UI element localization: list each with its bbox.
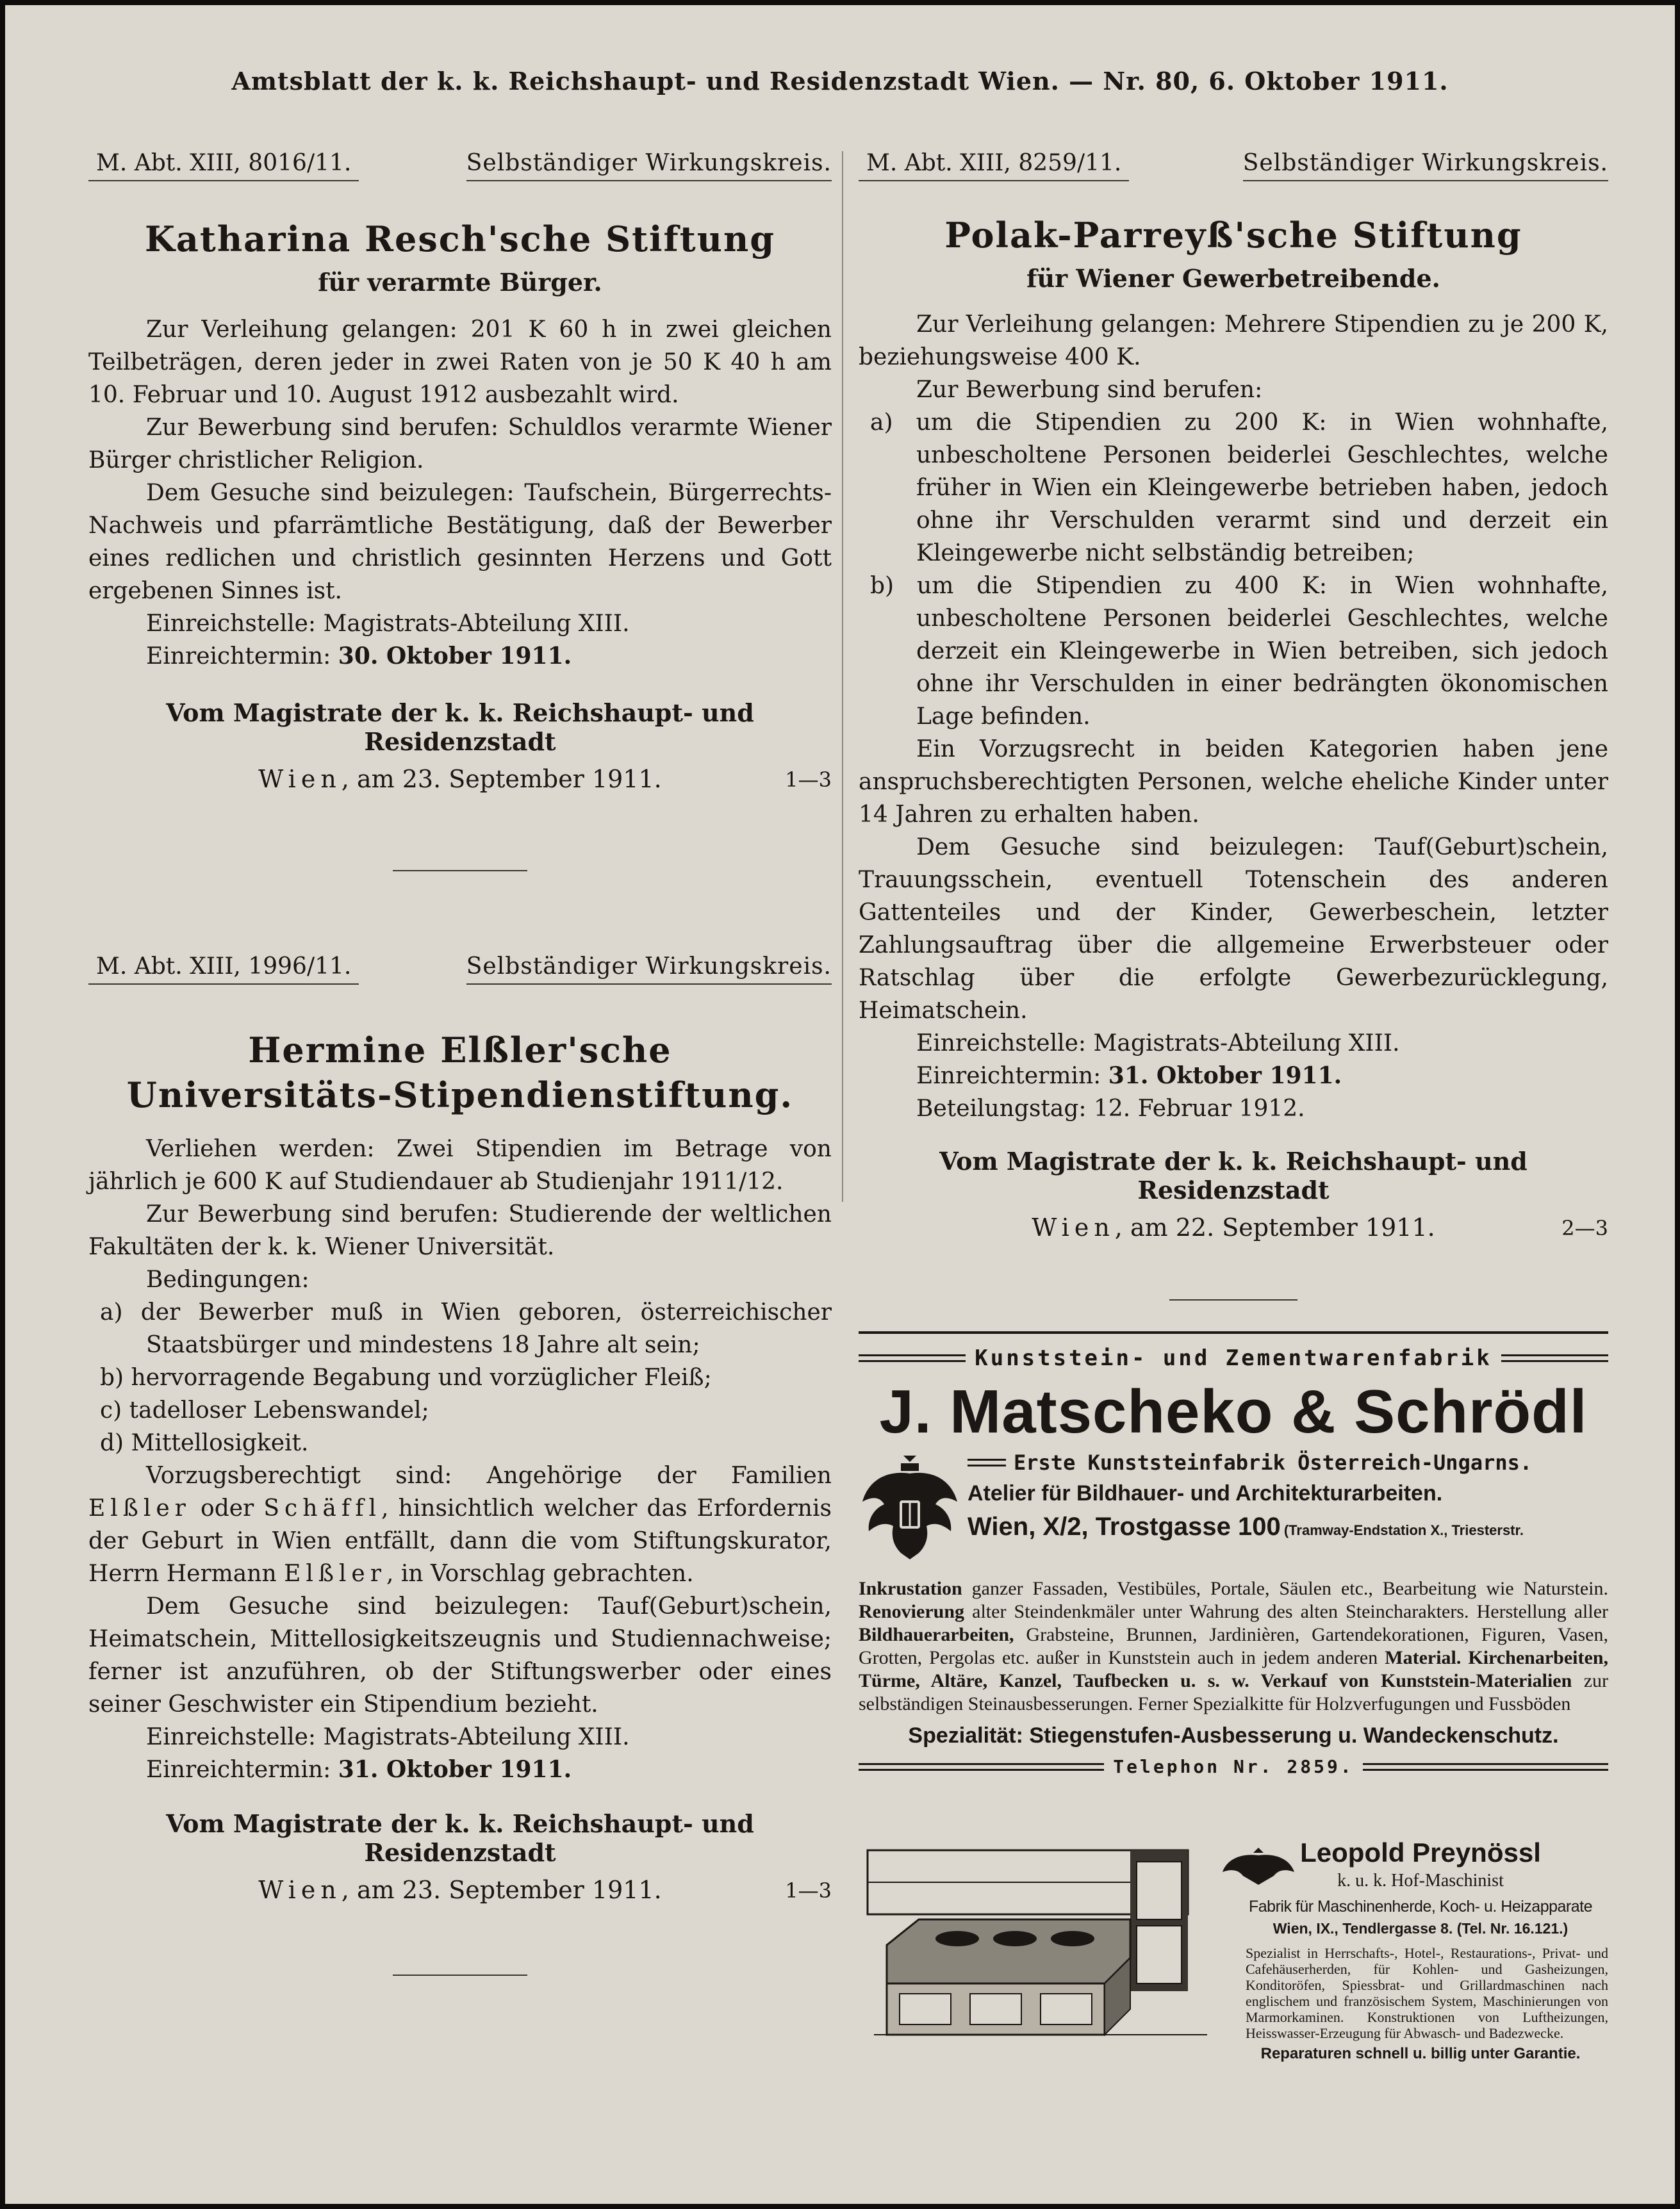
ad-title: k. u. k. Hof-Maschinist (1337, 1871, 1504, 1891)
ad-header-row (859, 1450, 1608, 1566)
signature: Vom Magistrate der k. k. Reichshaupt- und Residenzstadt (166, 698, 754, 757)
family-name: Elßler (284, 1561, 386, 1588)
place-date (88, 1876, 832, 1904)
ad-header-text (961, 1450, 1608, 1566)
einreichtermin-date: 30. Oktober 1911. (338, 643, 572, 670)
text: zur selbständigen Steinausbesserungen. Ferner Spezialkitte für Holzverfugungen und Fussböden (859, 1670, 1609, 1714)
paragraph-beilagen: Dem Gesuche sind beizulegen: Tauf(Geburt)schein, Trauungsschein, eventuell Totenschein des anderen Gattenteiles und der Kinder, Gewerbeschein, letzter Zahlungsauftrag über die allgemeine Erwerbsteuer oder Ratschlag über die erfolgte Gewerbezurücklegung, Heimatschein. (859, 834, 1608, 1024)
list-item: b) um die Stipendien zu 400 K: in Wien wohnhafte, unbescholtene Personen beiderlei Geschlechtes, welche derzeit ein Kleingewerbe in Wien betreiben, sich jedoch ohne ihr Verschulden in einer bedrängten ökonomischen Lage befinden. (870, 573, 1608, 730)
bold-term: Material. Kirchenarbeiten, Türme, Altäre, Kanzel, Taufbecken u. s. w. Verkauf von Kunststein-Materialien (859, 1647, 1609, 1691)
page (5, 5, 1675, 2204)
insertion-number: 1—3 (785, 768, 832, 792)
notice-elssler (88, 953, 832, 1976)
einreichtermin (88, 640, 832, 673)
ref-line (88, 953, 832, 989)
rule (859, 1763, 1104, 1771)
list-item: a) um die Stipendien zu 200 K: in Wien wohnhafte, unbescholtene Personen beiderlei Geschlechtes, welche früher in Wien ein Kleingewerbe betrieben haben, jedoch ohne ihr Verschulden verarmt sind und derzeit ein Kleingewerbe nicht selbständig betreiben; (870, 409, 1608, 567)
family-name: Elßler (88, 1495, 191, 1522)
date-text: , am 22. September 1911. (1114, 1213, 1435, 1242)
firm-name: J. Matscheko & Schrödl (879, 1377, 1588, 1446)
notice-body (88, 313, 832, 673)
ad-line1: Erste Kunststeinfabrik Österreich-Ungarns. (1014, 1450, 1533, 1475)
paragraph-bewerbung: Zur Bewerbung sind berufen: Studierende der weltlichen Fakultäten der k. k. Wiener Universität. (88, 1201, 832, 1261)
place-date (88, 765, 832, 793)
paragraph-bewerbung: Zur Bewerbung sind berufen: (916, 377, 1263, 404)
einreichtermin-label: Einreichtermin: (146, 643, 331, 670)
einreichtermin-date: 31. Oktober 1911. (338, 1756, 572, 1784)
einreichtermin (859, 1060, 1608, 1092)
ad-footer: Reparaturen schnell u. billig unter Garantie. (1260, 2045, 1581, 2062)
column-divider (842, 151, 843, 1202)
separator (1169, 1299, 1297, 1301)
einreichstelle: Einreichstelle: Magistrats-Abteilung XIII. (916, 1030, 1400, 1057)
reference-number: M. Abt. XIII, 8259/11. (859, 150, 1129, 181)
competence-label: Selbständiger Wirkungskreis. (466, 150, 832, 181)
notice-body (859, 308, 1608, 1125)
paragraph-verleihung: Zur Verleihung gelangen: Mehrere Stipendien zu je 200 K, beziehungsweise 400 K. (859, 311, 1608, 371)
text: ganzer Fassaden, Vestibüles, Portale, Säulen etc., Bearbeitung wie Naturstein. (971, 1578, 1608, 1599)
paragraph-vorzug: Ein Vorzugsrecht in beiden Kategorien haben jene anspruchsberechtigten Personen, welche eheliche Kinder unter 14 Jahren zu erhalten haben. (859, 736, 1608, 828)
date-text: , am 23. September 1911. (341, 765, 662, 794)
paragraph-verleihung: Verliehen werden: Zwei Stipendien im Betrage von jährlich je 600 K auf Studiendauer ab Studienjahr 1911/12. (88, 1136, 832, 1195)
signature: Vom Magistrate der k. k. Reichshaupt- und Residenzstadt (166, 1809, 754, 1868)
line1-row (968, 1450, 1608, 1475)
einreichstelle: Einreichstelle: Magistrats-Abteilung XIII. (146, 611, 630, 637)
ref-line (88, 150, 832, 186)
bold-term: Bildhauerarbeiten, (859, 1624, 1014, 1645)
rule (859, 1354, 966, 1362)
list-item: b) hervorragende Begabung und vorzüglicher Fleiß; (100, 1365, 712, 1392)
ad-address (968, 1513, 1608, 1541)
insertion-number: 1—3 (785, 1878, 832, 1903)
paragraph-beilagen: Dem Gesuche sind beizulegen: Taufschein, Bürgerrechts-Nachweis und pfarrämtliche Bestätigung, daß der Bewerber eines redlichen und christlich gesinnten Herzens und Gott ergebenen Sinnes ist. (88, 480, 832, 605)
phone-row (859, 1756, 1608, 1777)
ref-line (859, 150, 1608, 186)
page-header: Amtsblatt der k. k. Reichshaupt- und Residenzstadt Wien. — Nr. 80, 6. Oktober 1911. (231, 67, 1449, 95)
notice-title: Polak-Parreyß'sche Stiftung (944, 215, 1522, 256)
list-item: c) tadelloser Lebenswandel; (100, 1397, 429, 1424)
paragraph-vorzug (88, 1459, 832, 1590)
ad-text-block (1233, 1837, 1608, 2063)
text: , hinsichtlich welcher das Erfordernis der Geburt in Wien entfällt, dann die vom Stiftungskurator, Herrn Hermann (88, 1495, 832, 1588)
double-eagle-crest-icon (859, 1450, 961, 1566)
einreichtermin-label: Einreichtermin: (916, 1063, 1101, 1090)
place-date (859, 1213, 1608, 1242)
paragraph-verleihung: Zur Verleihung gelangen: 201 K 60 h in zwei gleichen Teilbeträgen, deren jeder in zwei Raten von je 50 K 40 h am 10. Februar und 10. August 1912 ausbezahlt wird. (88, 316, 832, 409)
notice-subtitle: für verarmte Bürger. (318, 268, 602, 297)
ad-body (859, 1577, 1608, 1716)
competence-label: Selbständiger Wirkungskreis. (1243, 150, 1608, 181)
advertisement-matscheko (859, 1331, 1608, 1777)
notice-body (88, 1133, 832, 1786)
text: Grabsteine, Brunnen, Jardinièren, Gartendekorationen, Figuren, Vasen, Grotten, Pergolas etc. außer in Kunststein auch in jedem anderen (859, 1624, 1608, 1668)
separator (393, 1975, 527, 1976)
einreichstelle: Einreichstelle: Magistrats-Abteilung XIII. (146, 1724, 630, 1751)
ad-address: Wien, IX., Tendlergasse 8. (Tel. Nr. 16.121.) (1272, 1920, 1569, 1937)
reference-number: M. Abt. XIII, 8016/11. (88, 150, 359, 181)
ad-name: Leopold Preynössl (1300, 1837, 1541, 1868)
date-text: , am 23. September 1911. (341, 1876, 662, 1905)
notice-title: Hermine Elßler'sche Universitäts-Stipendienstiftung. (126, 1030, 794, 1116)
address-note: (Tramway-Endstation X., Triesterstr. (1283, 1522, 1524, 1538)
address-main: Wien, X/2, Trostgasse 100 (968, 1513, 1281, 1541)
ad-kicker: Kunststein- und Zementwarenfabrik (975, 1345, 1492, 1371)
list-item: a) der Bewerber muß in Wien geboren, österreichischer Staatsbürger und mindestens 18 Jahre alt sein; (100, 1299, 832, 1359)
separator (393, 870, 527, 871)
ad-small-text: Spezialist in Herrschafts-, Hotel-, Restaurations-, Privat- und Cafehäuserherden, für Kohlen- und Gasheizungen, Konditoröfen, Spiessbrat- und Grillardmaschinen nach englischem und französischem System, Maschinierungen von Marmorkaminen. Konstruktionen von Luftheizungen, Heisswasser-Erzeugung für Abwasch- und Badezwecke. (1246, 1945, 1608, 2041)
einreichtermin-label: Einreichtermin: (146, 1757, 331, 1784)
notice-title: Katharina Resch'sche Stiftung (144, 218, 776, 259)
insertion-number: 2—3 (1561, 1216, 1608, 1241)
signature: Vom Magistrate der k. k. Reichshaupt- und Residenzstadt (939, 1147, 1528, 1205)
bold-term: Renovierung (859, 1601, 964, 1622)
notice-subtitle: für Wiener Gewerbetreibende. (1026, 264, 1440, 293)
ad-line2: Atelier für Bildhauer- und Architekturarbeiten. (968, 1481, 1443, 1506)
paragraph-bewerbung: Zur Bewerbung sind berufen: Schuldlos verarmte Wiener Bürger christlicher Religion. (88, 415, 832, 474)
place-name: Wien (1032, 1213, 1115, 1242)
kitchen-range-illustration (861, 1843, 1214, 2041)
ad-specialty: Spezialität: Stiegenstufen-Ausbesserung u. Wandeckenschutz. (908, 1723, 1559, 1748)
ad-line1: Fabrik für Maschinenherde, Koch- u. Heizapparate (1248, 1898, 1592, 1916)
rule (968, 1459, 1006, 1466)
einreichtermin (88, 1753, 832, 1786)
kicker-row (859, 1345, 1608, 1371)
einreichtermin-date: 31. Oktober 1911. (1108, 1062, 1342, 1090)
paragraph-beilagen: Dem Gesuche sind beizulegen: Tauf(Geburt)schein, Heimatschein, Mittellosigkeitszeugnis und Studiennachweise; ferner ist anzuführen, ob der Stiftungswerber oder eines seiner Geschwister ein Stipendium bezieht. (88, 1593, 832, 1718)
place-name: Wien (258, 1876, 342, 1905)
bold-term: Inkrustation (859, 1578, 962, 1599)
place-name: Wien (258, 765, 342, 794)
family-name: Schäffl (263, 1495, 382, 1522)
list-item: d) Mittellosigkeit. (100, 1430, 309, 1457)
notice-polak-parreyss (859, 150, 1608, 1301)
bedingungen-heading: Bedingungen: (146, 1267, 309, 1293)
text: Vorzugsberechtigt sind: Angehörige der Familien (146, 1463, 832, 1490)
competence-label: Selbständiger Wirkungskreis. (466, 953, 832, 985)
notice-resch (88, 150, 832, 871)
top-rule (859, 1331, 1608, 1334)
advertisement-preynoessl (861, 1837, 1608, 2068)
ad-phone: Telephon Nr. 2859. (1113, 1756, 1354, 1777)
rule (1363, 1763, 1608, 1771)
rule (1501, 1354, 1608, 1362)
reference-number: M. Abt. XIII, 1996/11. (88, 953, 359, 985)
text: oder (201, 1495, 254, 1522)
beteilungstag: Beteilungstag: 12. Februar 1912. (916, 1096, 1305, 1122)
text: alter Steindenkmäler unter Wahrung des alten Steincharakters. Herstellung aller (972, 1601, 1609, 1622)
text: , in Vorschlag gebrachten. (386, 1561, 694, 1588)
